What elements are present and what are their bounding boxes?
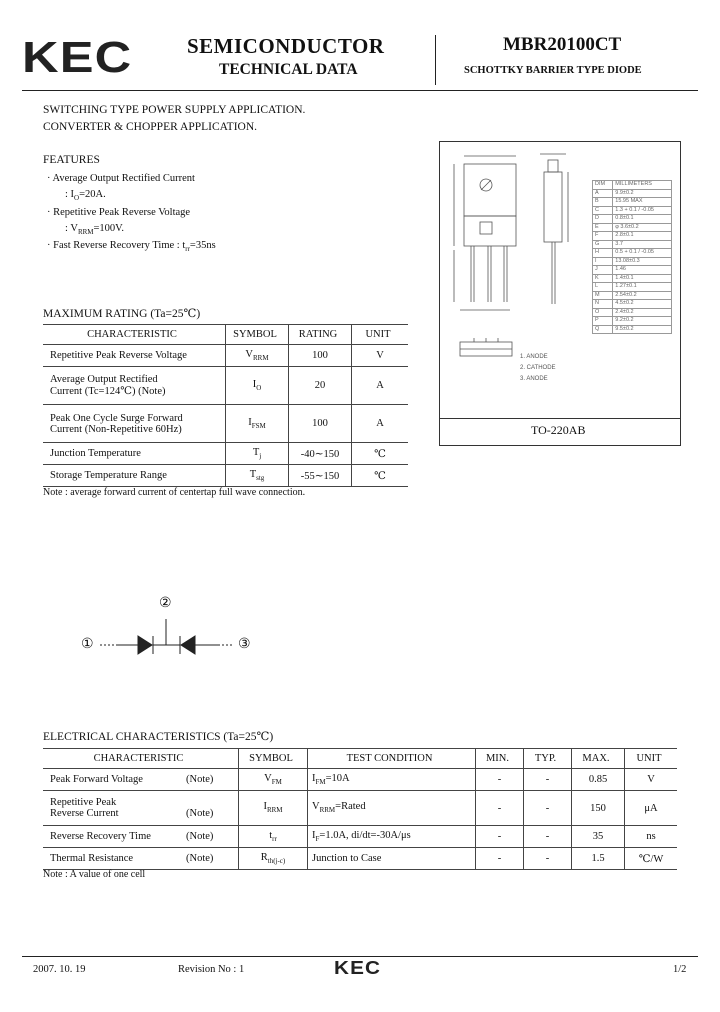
electrical-note: Note : A value of one cell [43, 869, 146, 880]
table-row: DIM MILLIMETERS [593, 181, 672, 190]
table-row: J 1.46 [593, 266, 672, 275]
col-unit: UNIT [352, 325, 409, 345]
semiconductor-title: SEMICONDUCTOR [187, 34, 385, 58]
max-rating-title: MAXIMUM RATING (Ta=25℃) [43, 308, 201, 320]
table-row: M 2.54±0.2 [593, 291, 672, 300]
technical-data-title: TECHNICAL DATA [219, 61, 358, 78]
package-name: TO-220AB [531, 423, 586, 437]
kec-logo: KEC [22, 33, 133, 82]
feature-1: · Average Output Rectified Current [47, 173, 195, 184]
table-row: Repetitive Peak Reverse Voltage $V_{RRM}$ 100 V [43, 345, 408, 367]
package-outline-box [439, 141, 681, 446]
feature-2: · Repetitive Peak Reverse Voltage [47, 207, 191, 218]
table-row: Junction Temperature $T_j$ -40∼150 ℃ [43, 443, 408, 465]
table-row: L 1.27±0.1 [593, 283, 672, 292]
table-row: E φ 3.6±0.2 [593, 223, 672, 232]
table-row: Average Output Rectified Current (Tc=124℃) (Note) $I_O$ 20 A [43, 367, 408, 405]
dimension-table [592, 180, 672, 334]
footer-revision: Revision No : 1 [178, 964, 245, 975]
max-rating-table [43, 324, 408, 487]
table-row: A 9.9±0.2 [593, 189, 672, 198]
table-row: Peak One Cycle Surge Forward Current (Non-Repetitive 60Hz) $I_{FSM}$ 100 A [43, 405, 408, 443]
col-min: MIN. [476, 749, 524, 769]
table-row: G 3.7 [593, 240, 672, 249]
table-row: I 13.08±0.3 [593, 257, 672, 266]
table-row: Peak Forward Voltage (Note) $V_{FM}$ $I_{FM}=10A$ - - 0.85 V [43, 769, 677, 791]
col-rating: RATING [289, 325, 352, 345]
col-max: MAX. [572, 749, 625, 769]
pin-1-marker: ① [81, 637, 94, 652]
pin-label-2: 2. CATHODE [520, 365, 556, 371]
footer-rule [22, 956, 698, 957]
col-symbol: SYMBOL [239, 749, 308, 769]
table-row: O 2.4±0.2 [593, 308, 672, 317]
pin-3-marker: ③ [238, 637, 251, 652]
footer-kec-logo: KEC [334, 958, 382, 978]
header-divider [435, 35, 436, 85]
col-symbol: SYMBOL [226, 325, 289, 345]
electrical-table [43, 748, 677, 870]
table-row: H 0.5 + 0.1 / -0.05 [593, 249, 672, 258]
pin-label-1: 1. ANODE [520, 354, 548, 360]
features-title: FEATURES [43, 154, 100, 166]
application-1: SWITCHING TYPE POWER SUPPLY APPLICATION. [43, 104, 306, 116]
table-row: C 1.3 + 0.1 / -0.05 [593, 206, 672, 215]
part-number: MBR20100CT [503, 34, 622, 55]
col-characteristic: CHARACTERISTIC [43, 749, 239, 769]
feature-1-value: : $I_O=20A$. [65, 189, 106, 203]
table-row: D 0.8±0.1 [593, 215, 672, 224]
table-row: P 9.2±0.2 [593, 317, 672, 326]
col-typ: TYP. [524, 749, 572, 769]
application-2: CONVERTER & CHOPPER APPLICATION. [43, 121, 258, 133]
pin-2-marker: ② [159, 596, 172, 611]
feature-3: · Fast Reverse Recovery Time : $t_{rr}=35ns$ [47, 240, 216, 254]
col-unit: UNIT [625, 749, 678, 769]
table-row: B 15.95 MAX [593, 198, 672, 207]
table-row: Repetitive Peak Reverse Current (Note) $I_{RRM}$ $V_{RRM}=Rated$ - - 150 μA [43, 791, 677, 826]
col-test-condition: TEST CONDITION [308, 749, 476, 769]
max-rating-note: Note : average forward current of centertap full wave connection. [43, 487, 306, 498]
footer-page: 1/2 [673, 964, 687, 975]
col-characteristic: CHARACTERISTIC [43, 325, 226, 345]
table-row: F 2.8±0.1 [593, 232, 672, 241]
electrical-title: ELECTRICAL CHARACTERISTICS (Ta=25℃) [43, 731, 274, 743]
header-rule [22, 90, 698, 91]
package-name-rule [440, 418, 680, 419]
table-row: Storage Temperature Range $T_{stg}$ -55∼150 ℃ [43, 465, 408, 487]
pin-label-3: 3. ANODE [520, 376, 548, 382]
table-row: Q 9.5±0.2 [593, 325, 672, 334]
feature-2-value: : $V_{RRM}=100V$. [65, 223, 125, 237]
device-type: SCHOTTKY BARRIER TYPE DIODE [464, 65, 642, 76]
footer-date: 2007. 10. 19 [33, 964, 86, 975]
table-row: N 4.5±0.2 [593, 300, 672, 309]
table-row: Thermal Resistance (Note) $R_{th(j-c)}$ Junction to Case - - 1.5 ℃/W [43, 848, 677, 870]
table-row: Reverse Recovery Time (Note) $t_{rr}$ $I_F=1.0A$, di/dt=-30A/μs - - 35 ns [43, 826, 677, 848]
table-row: K 1.4±0.1 [593, 274, 672, 283]
